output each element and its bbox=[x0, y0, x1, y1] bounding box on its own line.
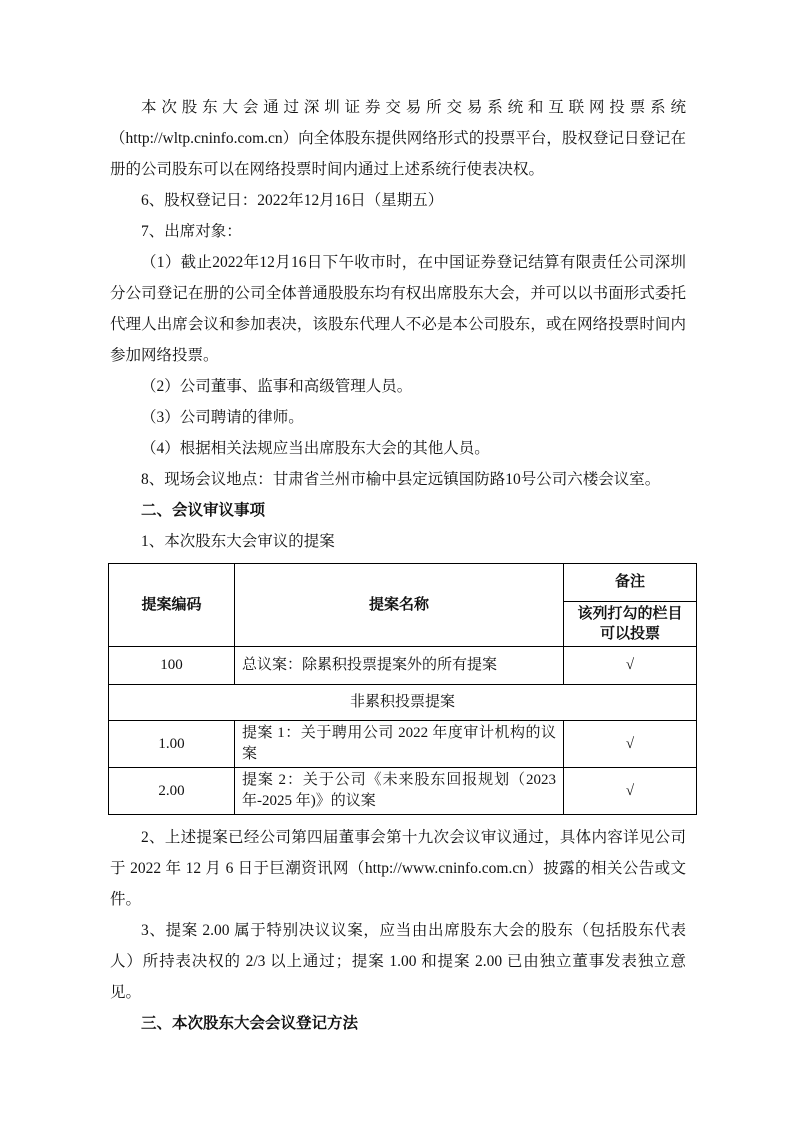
item-attendees: 7、出席对象： bbox=[141, 223, 242, 240]
para-board-approval: 2、上述提案已经公司第四届董事会第十九次会议审议通过，具体内容详见公司于 2022 年 12 月 6 日于巨潮资讯网（http://www.cninfo.com.cn）披露的相关公告或文件。 bbox=[110, 829, 686, 908]
table-row-general-proposal bbox=[109, 647, 697, 685]
item-meeting-venue: 8、现场会议地点：甘肃省兰州市榆中县定远镇国防路10号公司六楼会议室。 bbox=[141, 471, 661, 488]
table-row-group-label bbox=[109, 685, 697, 721]
item-attendees-others: （4）根据相关法规应当出席股东大会的其他人员。 bbox=[141, 440, 490, 457]
group-label: 非累积投票提案 bbox=[109, 685, 697, 721]
proposal-code: 100 bbox=[109, 647, 235, 685]
section-heading-registration: 三、本次股东大会会议登记方法 bbox=[141, 1015, 359, 1032]
item-attendees-lawyers: （3）公司聘请的律师。 bbox=[141, 409, 304, 426]
item-attendees-directors: （2）公司董事、监事和高级管理人员。 bbox=[141, 378, 413, 395]
proposal-name: 提案 2：关于公司《未来股东回报规划（2023 年-2025 年)》的议案 bbox=[235, 768, 564, 815]
proposal-name: 总议案：除累积投票提案外的所有提案 bbox=[235, 647, 564, 685]
col-header-remark: 备注 bbox=[564, 564, 697, 602]
col-header-remark-note: 该列打勾的栏目可以投票 bbox=[564, 602, 697, 647]
vote-check-mark: √ bbox=[564, 721, 697, 768]
section-heading-review-items: 二、会议审议事项 bbox=[141, 502, 266, 519]
para-special-resolution: 3、提案 2.00 属于特别决议议案，应当由出席股东大会的股东（包括股东代表人）所持表决权的 2/3 以上通过；提案 1.00 和提案 2.00 已由独立董事发表独立意见。 bbox=[110, 922, 686, 1001]
para-network-voting-platform: 本次股东大会通过深圳证券交易所交易系统和互联网投票系统（http://wltp.cninfo.com.cn）向全体股东提供网络形式的投票平台，股权登记日登记在册的公司股东可以在网络投票时间内通过上述系统行使表决权。 bbox=[110, 99, 686, 178]
item-record-date: 6、股权登记日：2022年12月16日（星期五） bbox=[141, 192, 444, 209]
proposals-table bbox=[108, 563, 697, 815]
col-header-proposal-code: 提案编码 bbox=[109, 564, 235, 647]
item-proposals-intro: 1、本次股东大会审议的提案 bbox=[141, 533, 335, 550]
col-header-proposal-name: 提案名称 bbox=[235, 564, 564, 647]
item-attendees-shareholders: （1）截止2022年12月16日下午收市时，在中国证券登记结算有限责任公司深圳分公司登记在册的公司全体普通股股东均有权出席股东大会，并可以以书面形式委托代理人出席会议和参加表决，该股东代理人不必是本公司股东，或在网络投票时间内参加网络投票。 bbox=[110, 254, 686, 364]
vote-check-mark: √ bbox=[564, 768, 697, 815]
proposal-code: 2.00 bbox=[109, 768, 235, 815]
table-row-proposal-1 bbox=[109, 721, 697, 768]
vote-check-mark: √ bbox=[564, 647, 697, 685]
table-row-proposal-2 bbox=[109, 768, 697, 815]
proposal-name: 提案 1：关于聘用公司 2022 年度审计机构的议案 bbox=[235, 721, 564, 768]
proposal-code: 1.00 bbox=[109, 721, 235, 768]
